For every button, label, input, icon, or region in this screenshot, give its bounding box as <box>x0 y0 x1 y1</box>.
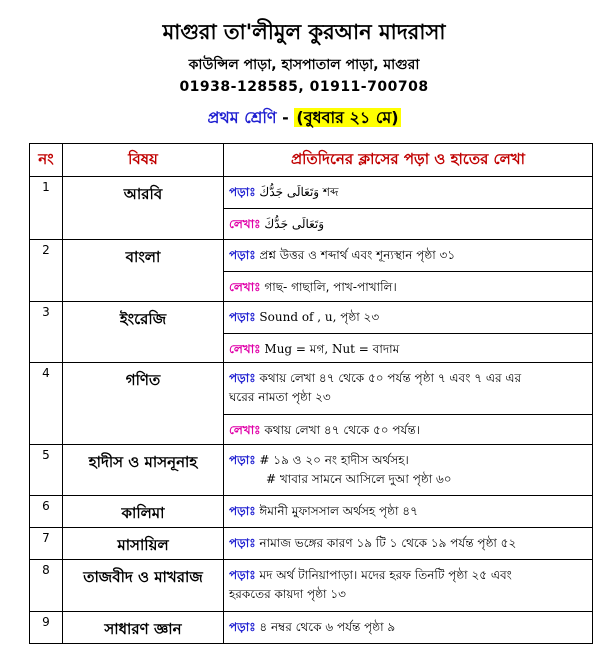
pora-label: পড়াঃ <box>229 504 256 518</box>
pora-text: কথায় লেখা ৪৭ থেকে ৫০ পর্যন্ত পৃষ্ঠা ৭ এবং ৭ এর এর <box>259 371 522 385</box>
row-subject: গণিত <box>63 363 224 445</box>
class-dash: - <box>282 108 289 127</box>
lekha-label: লেখাঃ <box>229 423 261 437</box>
madrasa-title: মাগুরা তা'লীমুল কুরআন মাদরাসা <box>162 20 446 44</box>
row-pora-cell <box>224 302 593 334</box>
day-label: (বুধবার ২১ মে) <box>296 108 399 127</box>
row-number: 8 <box>30 560 63 612</box>
row-pora-cell <box>224 528 593 560</box>
pora-arabic: وَتَعَالَى جَدُّكَ <box>259 185 320 199</box>
pora-text: ঈমানী মুফাসসাল অর্থসহ পৃষ্ঠা ৪৭ <box>259 504 418 518</box>
row-number: 6 <box>30 496 63 528</box>
table-row <box>30 363 593 415</box>
row-subject: কালিমা <box>63 496 224 528</box>
table-row <box>30 612 593 644</box>
class-day-line <box>0 105 608 132</box>
row-number: 4 <box>30 363 63 445</box>
header-lesson: প্রতিদিনের ক্লাসের পড়া ও হাতের লেখা <box>224 144 593 177</box>
row-pora-cell <box>224 496 593 528</box>
row-number: 2 <box>30 240 63 302</box>
lekha-arabic: وَتَعَالَى جَدُّكَ <box>264 217 325 231</box>
pora-label: পড়াঃ <box>229 620 256 634</box>
lekha-label: লেখাঃ <box>229 342 261 356</box>
row-subject: তাজবীদ ও মাখরাজ <box>63 560 224 612</box>
pora-text: শব্দ <box>322 185 339 199</box>
lekha-text: গাছ- গাছালি, পাখ-পাখালি। <box>264 280 397 294</box>
row-lekha-cell <box>224 334 593 363</box>
row-lekha-cell <box>224 415 593 445</box>
row-subject: সাধারণ জ্ঞান <box>63 612 224 644</box>
table-row <box>30 302 593 334</box>
header-subject: বিষয় <box>63 144 224 177</box>
row-lekha-cell <box>224 209 593 240</box>
pora-text: # ১৯ ও ২০ নং হাদীস অর্থসহ। <box>259 453 409 467</box>
class-label: প্রথম শ্রেণি <box>207 108 277 127</box>
table-row <box>30 528 593 560</box>
lekha-label: লেখাঃ <box>229 217 261 231</box>
row-subject: মাসায়িল <box>63 528 224 560</box>
pora-text-line2: হরকতের কায়দা পৃষ্ঠা ১৩ <box>229 587 346 601</box>
table-row <box>30 445 593 496</box>
row-pora-cell <box>224 240 593 272</box>
row-lekha-cell <box>224 272 593 302</box>
row-number: 7 <box>30 528 63 560</box>
pora-text-line2: ঘরের নামতা পৃষ্ঠা ২৩ <box>229 390 331 404</box>
pora-text: নামাজ ভঙ্গের কারণ ১৯ টি ১ থেকে ১৯ পর্যন্ত পৃষ্ঠা ৫২ <box>259 536 517 550</box>
pora-label: পড়াঃ <box>229 248 256 262</box>
table-row <box>30 240 593 272</box>
routine-table <box>29 143 593 644</box>
header-number: নং <box>30 144 63 177</box>
lekha-label: লেখাঃ <box>229 280 261 294</box>
pora-label: পড়াঃ <box>229 536 256 550</box>
lekha-text: Mug = মগ, Nut = বাদাম <box>264 342 400 356</box>
row-pora-cell <box>224 363 593 415</box>
table-row <box>30 496 593 528</box>
table-row <box>30 177 593 209</box>
pora-text: Sound of , u, পৃষ্ঠা ২৩ <box>259 310 380 324</box>
madrasa-address: কাউন্সিল পাড়া, হাসপাতাল পাড়া, মাগুরা <box>188 57 420 73</box>
pora-text: ৪ নম্বর থেকে ৬ পর্যন্ত পৃষ্ঠা ৯ <box>259 620 396 634</box>
pora-label: পড়াঃ <box>229 185 256 199</box>
row-subject: বাংলা <box>63 240 224 302</box>
row-subject: হাদীস ও মাসনূনাহ <box>63 445 224 496</box>
table-header-row <box>30 144 593 177</box>
row-pora-cell <box>224 177 593 209</box>
lekha-text: কথায় লেখা ৪৭ থেকে ৫০ পর্যন্ত। <box>264 423 421 437</box>
row-subject: ইংরেজি <box>63 302 224 363</box>
row-pora-cell <box>224 560 593 612</box>
row-number: 9 <box>30 612 63 644</box>
row-pora-cell <box>224 612 593 644</box>
pora-label: পড়াঃ <box>229 568 256 582</box>
pora-text: প্রশ্ন উত্তর ও শব্দার্থ এবং শূন্যস্থান পৃষ্ঠা ৩১ <box>259 248 456 262</box>
row-number: 1 <box>30 177 63 240</box>
madrasa-phone: 01938-128585, 01911-700708 <box>179 79 429 95</box>
pora-text-line2: # খাবার সামনে আসিলে দুআ পৃষ্ঠা ৬০ <box>266 472 452 486</box>
row-number: 3 <box>30 302 63 363</box>
row-number: 5 <box>30 445 63 496</box>
row-subject: আরবি <box>63 177 224 240</box>
row-pora-cell <box>224 445 593 496</box>
pora-label: পড়াঃ <box>229 371 256 385</box>
pora-label: পড়াঃ <box>229 310 256 324</box>
table-row <box>30 560 593 612</box>
pora-text: মদ অর্থ টানিয়াপাড়া। মদের হরফ তিনটি পৃষ্ঠা ২৫ এবং <box>259 568 512 582</box>
pora-label: পড়াঃ <box>229 453 256 467</box>
